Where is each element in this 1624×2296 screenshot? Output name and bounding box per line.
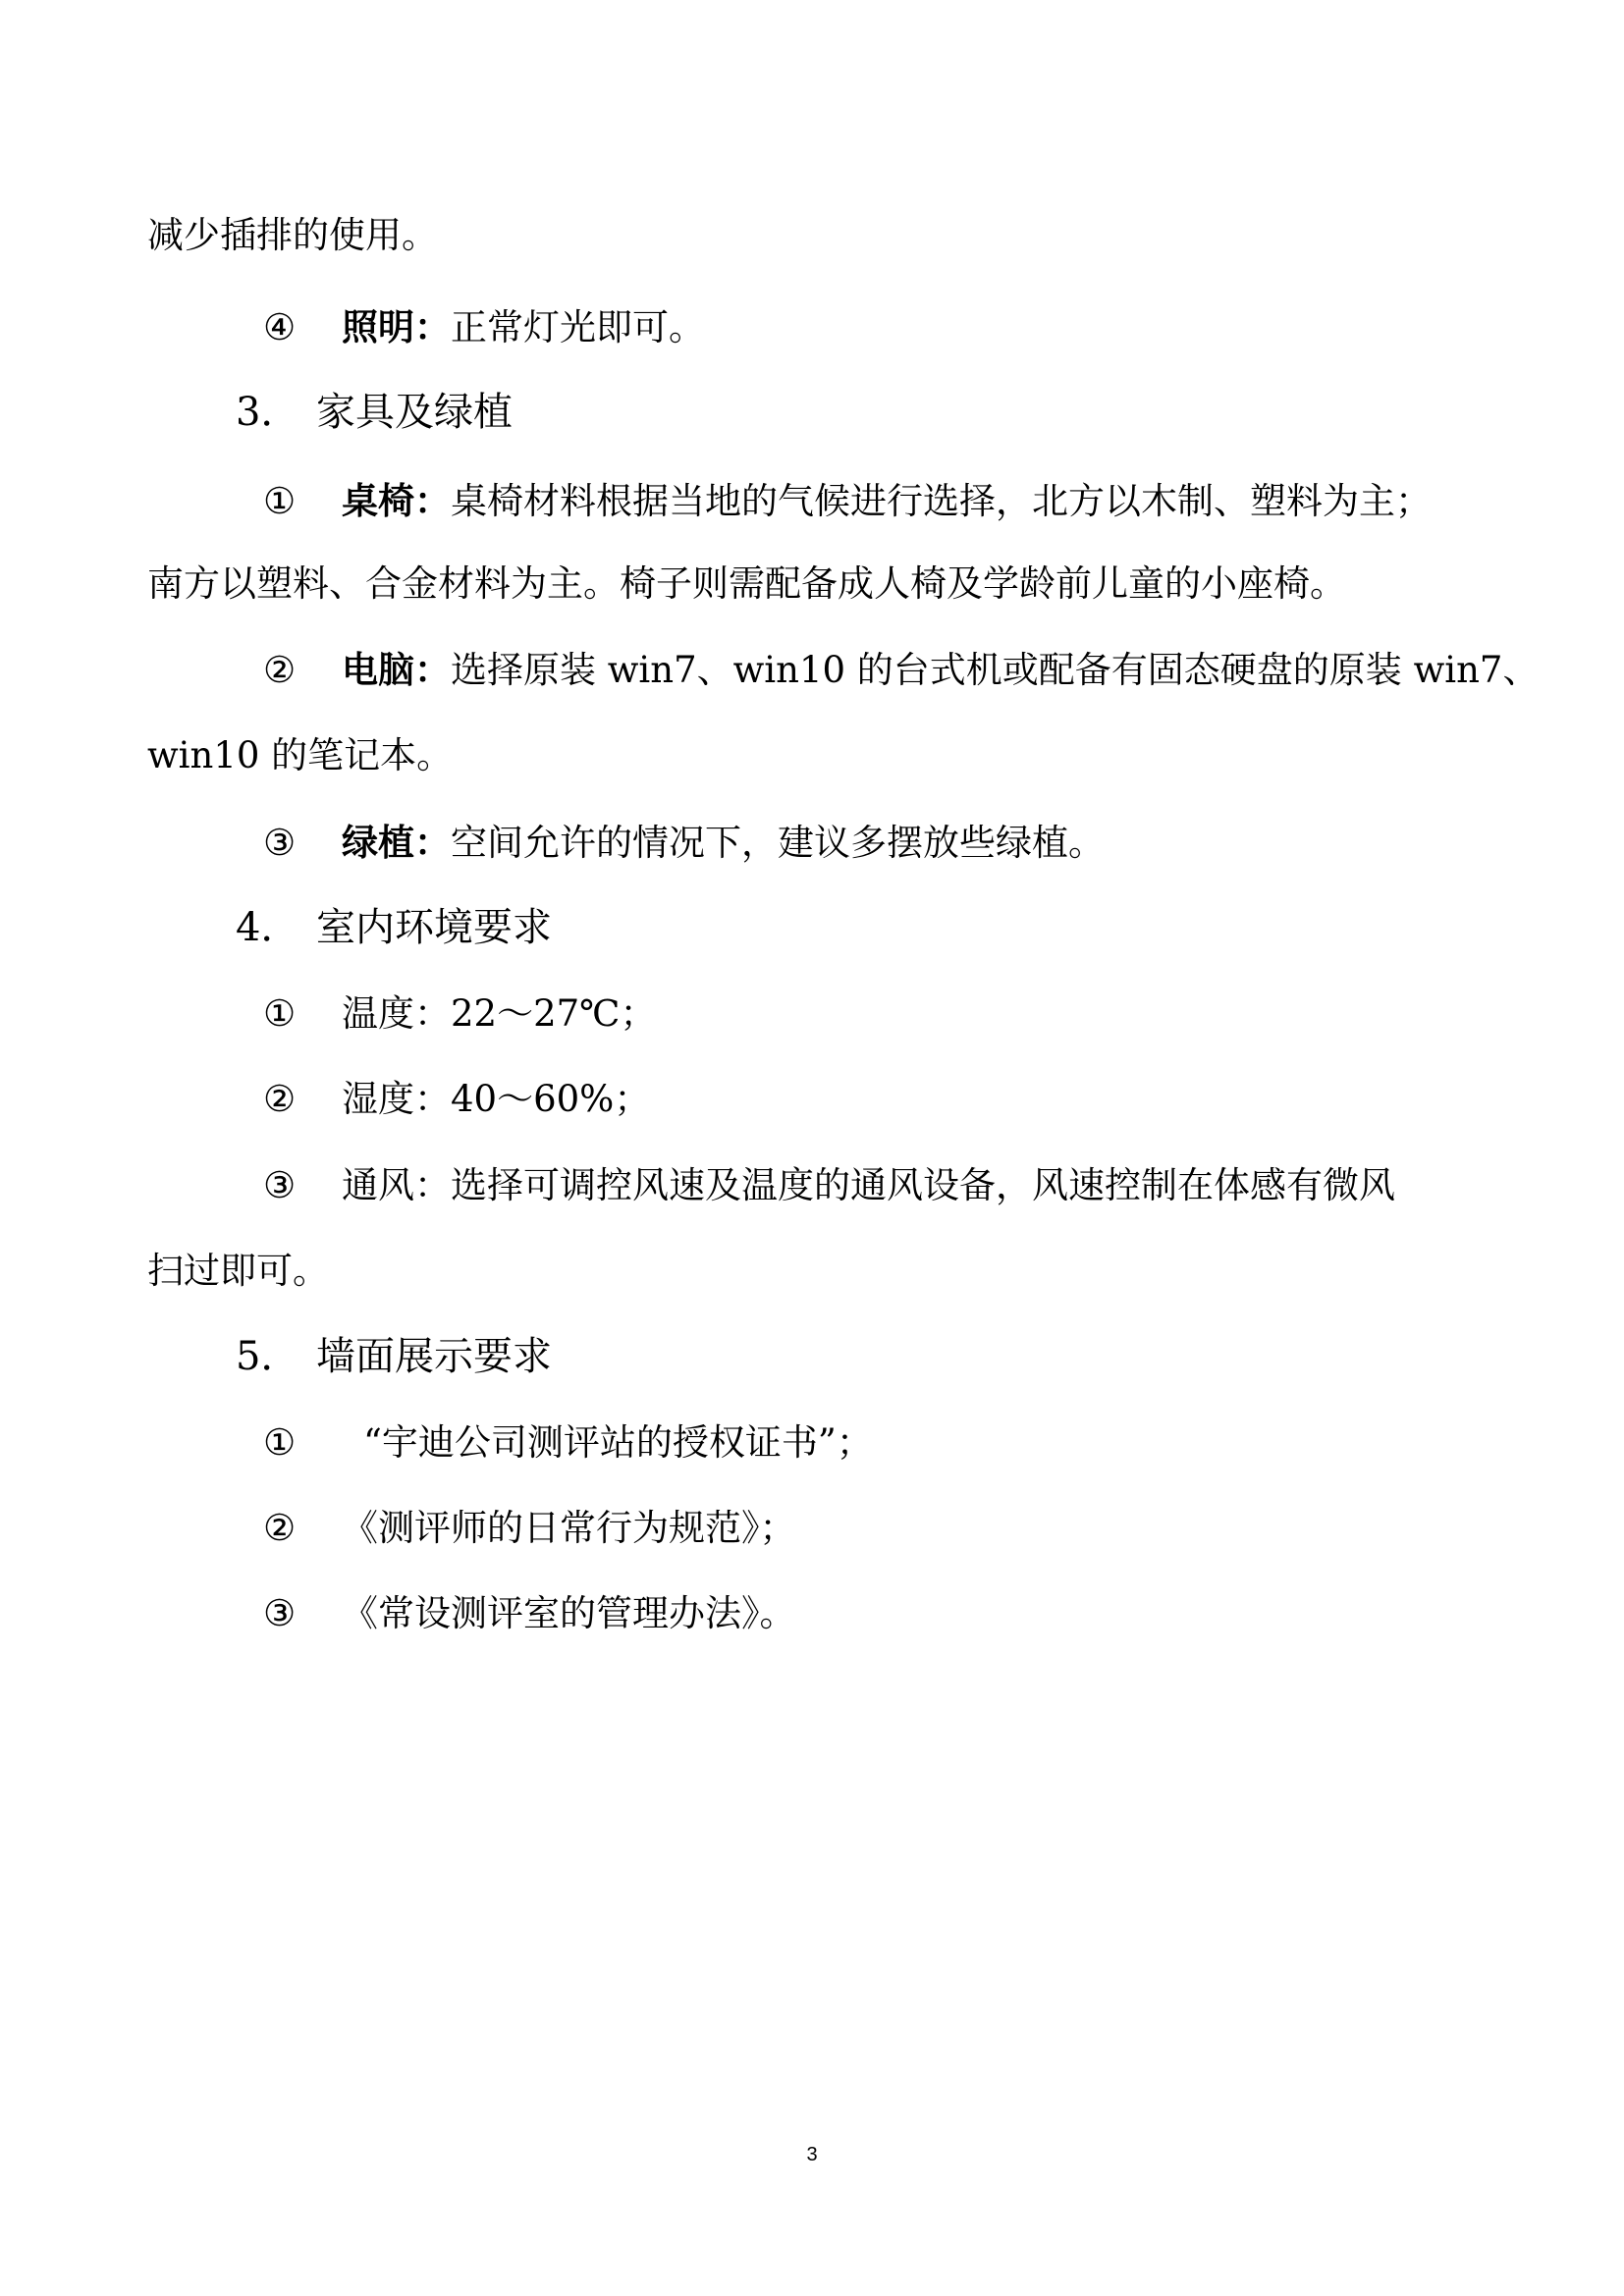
list-item-computer	[263, 640, 1598, 700]
list-item-management-rules	[263, 1584, 1598, 1643]
list-item-code-of-conduct	[263, 1499, 1598, 1558]
item-label: 照明：	[342, 305, 451, 348]
list-marker: ①	[263, 480, 297, 522]
list-marker: ②	[263, 1078, 297, 1120]
item-text: 桌椅材料根据当地的气候进行选择，北方以木制、塑料为主；	[451, 480, 1432, 522]
paragraph-line	[147, 206, 1483, 265]
paragraph-line	[147, 555, 1483, 614]
item-text: 空间允许的情况下，建议多摆放些绿植。	[451, 822, 1105, 864]
list-marker: ①	[263, 1421, 297, 1464]
paragraph-line	[147, 1242, 1483, 1301]
paragraph-line	[147, 726, 1483, 785]
list-marker: ②	[263, 1507, 297, 1549]
section-title: 室内环境要求	[316, 905, 552, 950]
list-item-lighting	[263, 297, 1598, 357]
item-text: 《常设测评室的管理办法》。	[342, 1592, 796, 1634]
section-title: 墙面展示要求	[316, 1334, 552, 1379]
list-marker: ①	[263, 992, 297, 1035]
section-number: 5．	[236, 1334, 300, 1379]
paragraph-text: 减少插排的使用。	[147, 214, 438, 256]
list-item-ventilation	[263, 1156, 1598, 1215]
page-number: 3	[806, 2144, 818, 2165]
section-heading-environment	[236, 898, 1571, 957]
paragraph-text: 南方以塑料、合金材料为主。椅子则需配备成人椅及学龄前儿童的小座椅。	[147, 562, 1346, 605]
item-text: 通风：选择可调控风速及温度的通风设备，风速控制在体感有微风	[342, 1164, 1395, 1206]
list-item-certificate	[263, 1414, 1598, 1472]
item-text: 《测评师的日常行为规范》；	[342, 1507, 796, 1549]
section-heading-furniture	[236, 383, 1571, 442]
item-text: 湿度：40～60%；	[342, 1078, 651, 1120]
list-item-temperature	[263, 985, 1598, 1043]
list-marker: ③	[263, 1164, 297, 1206]
section-heading-wall-display	[236, 1327, 1571, 1386]
section-title: 家具及绿植	[316, 390, 513, 435]
section-number: 4．	[236, 905, 300, 950]
list-marker: ②	[263, 649, 297, 691]
list-item-humidity	[263, 1070, 1598, 1129]
list-item-desk-chair	[263, 471, 1598, 531]
list-marker: ③	[263, 1592, 297, 1634]
item-text: 温度：22～27℃；	[342, 992, 657, 1035]
list-marker: ④	[263, 306, 297, 348]
section-number: 3．	[236, 390, 300, 435]
item-text: “宇迪公司测评站的授权证书”；	[363, 1421, 873, 1464]
item-label: 电脑：	[342, 648, 451, 691]
item-label: 绿植：	[342, 821, 451, 864]
paragraph-text: 扫过即可。	[147, 1250, 329, 1292]
paragraph-text: win10 的笔记本。	[147, 734, 454, 776]
list-item-plants	[263, 813, 1598, 873]
list-marker: ③	[263, 822, 297, 864]
item-text: 正常灯光即可。	[451, 306, 705, 348]
item-label: 桌椅：	[342, 479, 451, 522]
item-text: 选择原装 win7、win10 的台式机或配备有固态硬盘的原装 win7、	[451, 649, 1540, 691]
